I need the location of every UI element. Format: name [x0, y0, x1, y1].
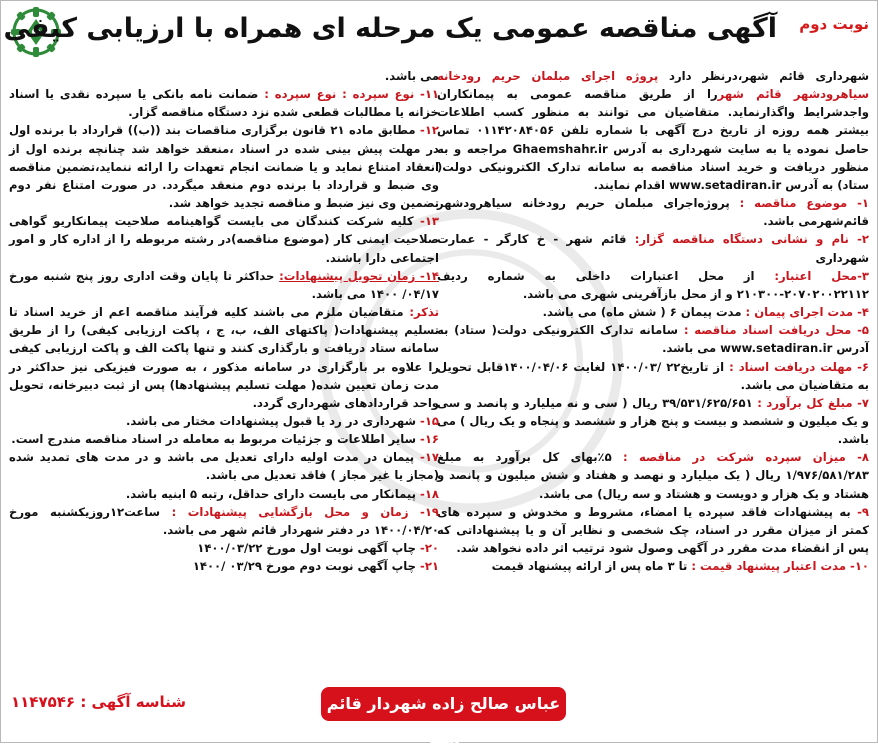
item-10-continued: می باشد.	[384, 69, 439, 83]
footer	[1, 681, 877, 747]
right-column	[437, 67, 869, 575]
item-20: ۲۰- چاپ آگهی نوبت اول مورخ ۱۴۰۰/۰۳/۲۲	[197, 541, 439, 556]
item-1: ۱- موضوع مناقصه : پروژه‌اجرای مبلمان حریم رودخانه سیاهرودشهر قائم‌شهرمی باشد.	[437, 196, 869, 229]
item-9: ۹- به پیشنهادات فاقد سپرده یا امضاء، مشروط و مخدوش و سپرده های کمتر از میزان مقرر در اسناد، چک شخصی و نظایر آن و یا پیشنهاداتی که پس از انقضاء مدت مقرر در آگهی وصول شود ترتیب اثر داده نخواهد شد.	[437, 504, 869, 556]
item-10: ۱۰- مدت اعتبار پیشنهاد قیمت : تا ۳ ماه پس از ارائه پیشنهاد قیمت	[491, 559, 869, 574]
item-15: ۱۵- شهرداری در رد یا قبول پیشنهادات مختار می باشد.	[125, 413, 439, 428]
item-17: ۱۷- پیمان در مدت اولیه دارای تعدیل می باشد و در مدت های تمدید شده (مجاز یا غیر مجاز ) فاقد تعدیل می باشد.	[9, 450, 439, 483]
item-11: ۱۱- نوع سپرده : نوع سپرده : ضمانت نامه بانکی یا سپرده نقدی یا اسناد خزانه یا مطالبات قطعی شده نزد دستگاه مناقصه گزار.	[9, 87, 439, 120]
note: تذکر: متقاضیان ملزم می باشند کلیه فرآیند مناقصه اعم از خرید اسناد تا تسلیم پیشنهادات( پاکتهای الف، ب، ج ، پاکت ارزیابی کیفی) را از طریق سامانه ستاد دریافت و بارگذاری کنند و تنها پاکت الف و پاکت ارزیابی کیفی را علاوه بر بارگزاری در سامانه مذکور ، به صورت فیزیکی نیز حداکثر در مدت زمان تعیین شده( مهلت تسلیم پیشنهادها) پس از ثبت دبیرخانه، تحویل واحد قراردادهای شهرداری گردد.	[9, 305, 439, 410]
item-13: ۱۳- کلیه شرکت کنندگان می بایست گواهینامه صلاحیت پیمانکاریو گواهی صلاحیت ایمنی کار (موضوع مناقصه)در رشته مربوطه را از اداره کار و امور اجتماعی دارا باشند.	[9, 214, 439, 265]
mayor-signature-box: عباس صالح زاده شهردار قائم شهر	[321, 687, 566, 721]
header	[1, 1, 877, 63]
item-6: ۶- مهلت دریافت اسناد : از تاریخ۲۲ /۱۴۰۰/۰۳ لغایت ۱۴۰۰/۰۴/۰۶قابل تحویل به متقاضیان می باشد.	[437, 359, 869, 392]
round-badge: نوبت دوم	[799, 15, 869, 33]
item-21: ۲۱- چاپ آگهی نوبت دوم مورخ ۰۳/۲۹ /۱۴۰۰	[192, 559, 439, 574]
page-title: آگهی مناقصه عمومی یک مرحله ای همراه با ارزیابی کیفی	[3, 13, 777, 44]
item-3: ۳-محل اعتبار: از محل اعتبارات داخلی به شماره ردیف ۲۰۷۰۲۰۰۲۲۱۱۲-۲۱۰۳۰۰ و از محل بازآفرینی شهری می باشد.	[437, 268, 869, 301]
ad-id: شناسه آگهی : ۱۱۴۷۵۴۶	[11, 693, 187, 711]
item-7: ۷- مبلغ کل برآورد : ۳۹/۵۳۱/۶۲۵/۶۵۱ ریال ( سی و نه میلیارد و پانصد و سی و یک میلیون و ششصد و بیست و پنج هزار و ششصد و پنجاه و یک ریال ) می باشد.	[437, 395, 869, 447]
project-name: پروژه اجرای مبلمان حریم رودخانه سیاهرودشهر قائم شهر	[437, 69, 870, 102]
item-18: ۱۸- پیمانکار می بایست دارای حداقل، رتبه ۵ ابنیه باشد.	[125, 486, 439, 501]
intro-paragraph: شهرداری قائم شهر،درنظر دارد پروژه اجرای مبلمان حریم رودخانه سیاهرودشهر قائم شهررا از طریق مناقصه عمومی به پیمانکاران واجدشرایط واگذارنماید. متقاضیان می توانند به منظور کسب اطلاعات بیشتر همه روزه از تاریخ درج آگهی با شماره تلفن ۰۱۱۴۲۰۸۴۰۵۶ تماس حاصل نموده یا به سایت شهرداری به آدرس Ghaemshahr.ir مراجعه و به منظور دریافت و خرید اسناد مناقصه به سامانه تدارک الکترونیکی دولت( ستاد) به آدرس www.setadiran.ir اقدام نمایند.	[437, 69, 870, 192]
left-column	[9, 67, 439, 575]
item-8: ۸- میزان سپرده شرکت در مناقصه : ۵٪بهای کل برآورد به مبلغ ۱/۹۷۶/۵۸۱/۲۸۳ ریال ( یک میلیارد و نهصد و هفتاد و شش میلیون و پانصد و هشتاد و یک هزار و دویست و هشتاد و سه ریال) می باشد.	[437, 450, 869, 501]
item-12: ۱۲- مطابق ماده ۲۱ قانون برگزاری مناقصات بند ((ب)) قرارداد با برنده اول در مهلت پیش بینی شده در اسناد ،منعقد خواهد شد چنانچه برنده اول از انعقاد امتناع نماید و یا ضمانت انجام تعهدات را ارائه ننماید،تضمین مناقصه وی ضبط و قرارداد با برنده دوم منعقد میگردد. در صورت امتناع نفر دوم تضمین وی نیز ضبط و مناقصه تجدید خواهد شد.	[9, 123, 439, 211]
item-19: ۱۹- زمان و محل بازگشایی پیشنهادات : ساعت۱۲روزیکشنبه مورخ ۱۴۰۰/۰۴/۲۰ در دفتر شهردار قائم شهر می باشد.	[9, 504, 439, 537]
item-14: ۱۴- زمان تحویل پیشنهادات: حداکثر تا پایان وقت اداری روز پنج شنبه مورخ ۰۴/۱۷/ ۱۴۰۰ می باشد.	[9, 268, 439, 301]
item-4: ۴- مدت اجرای پیمان : مدت پیمان ۶ ( شش ماه) می باشد.	[542, 305, 869, 320]
item-5: ۵- محل دریافت اسناد مناقصه : سامانه تدارک الکترونیکی دولت( ستاد) به آدرس www.setadiran.ir می باشد.	[437, 323, 869, 356]
item-16: ۱۶- سایر اطلاعات و جزئیات مربوط به معامله در اسناد مناقصه مندرج است.	[11, 432, 439, 447]
item-2: ۲- نام و نشانی دستگاه مناقصه گزار: قائم شهر - خ کارگر - عمارت شهرداری	[437, 232, 869, 265]
